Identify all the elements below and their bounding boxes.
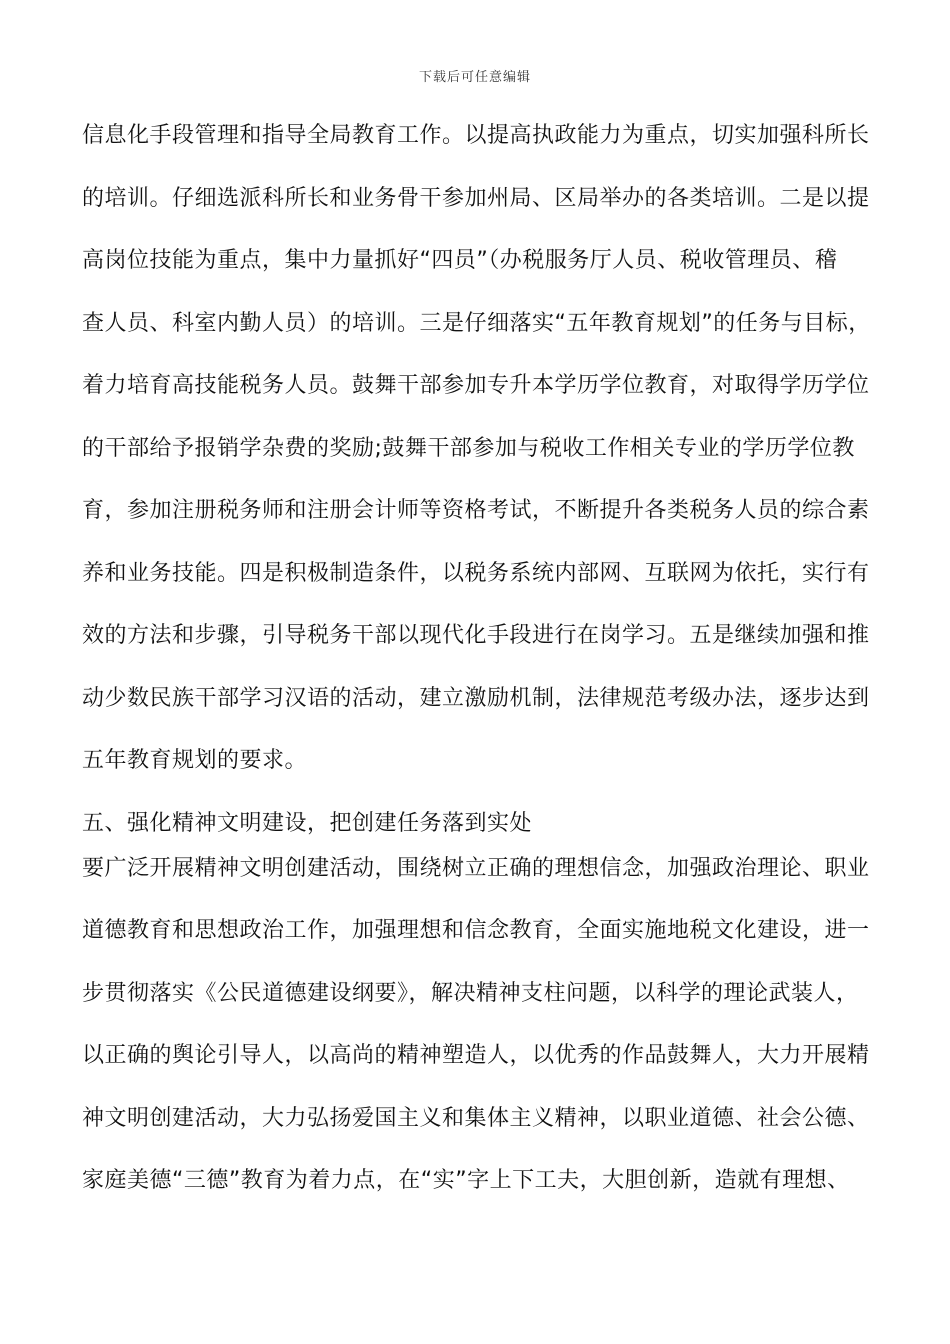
body-line: 着力培育高技能税务人员。鼓舞干部参加专升本学历学位教育，对取得学历学位 xyxy=(82,373,870,398)
body-line: 家庭美德“三德”教育为着力点，在“实”字上下工夫，大胆创新，造就有理想、 xyxy=(82,1168,850,1193)
body-line: 查人员、科室内勤人员）的培训。三是仔细落实“五年教育规划”的任务与目标， xyxy=(82,310,871,336)
body-line: 五年教育规划的要求。 xyxy=(82,748,308,773)
body-line: 的培训。仔细选派科所长和业务骨干参加州局、区局举办的各类培训。二是以提 xyxy=(82,185,870,211)
body-line: 要广泛开展精神文明创建活动，围绕树立正确的理想信念，加强政治理论、职业 xyxy=(82,855,870,881)
body-line: 以正确的舆论引导人，以高尚的精神塑造人，以优秀的作品鼓舞人，大力开展精 xyxy=(82,1043,870,1068)
body-line: 效的方法和步骤，引导税务干部以现代化手段进行在岗学习。五是继续加强和推 xyxy=(82,623,870,648)
body-line: 步贯彻落实《公民道德建设纲要》，解决精神支柱问题，以科学的理论武装人， xyxy=(82,980,859,1006)
body-line: 信息化手段管理和指导全局教育工作。以提高执政能力为重点，切实加强科所长 xyxy=(82,123,870,148)
body-line: 道德教育和思想政治工作，加强理想和信念教育，全面实施地税文化建设，进一 xyxy=(82,918,870,943)
body-line: 高岗位技能为重点，集中力量抓好“四员”（办税服务厅人员、税收管理员、稽 xyxy=(82,248,838,273)
document-body xyxy=(82,118,882,1226)
body-line: 育，参加注册税务师和注册会计师等资格考试，不断提升各类税务人员的综合素 xyxy=(82,498,870,523)
body-line: 养和业务技能。四是积极制造条件，以税务系统内部网、互联网为依托，实行有 xyxy=(82,560,870,586)
body-line: 的干部给予报销学杂费的奖励;鼓舞干部参加与税收工作相关专业的学历学位教 xyxy=(82,435,855,461)
page-header: 下载后可任意编辑 xyxy=(418,70,531,85)
body-line: 神文明创建活动，大力弘扬爱国主义和集体主义精神，以职业道德、社会公德、 xyxy=(82,1105,870,1131)
section-heading: 五、强化精神文明建设，把创建任务落到实处 xyxy=(82,810,533,836)
body-line: 动少数民族干部学习汉语的活动，建立激励机制，法律规范考级办法，逐步达到 xyxy=(82,685,870,711)
